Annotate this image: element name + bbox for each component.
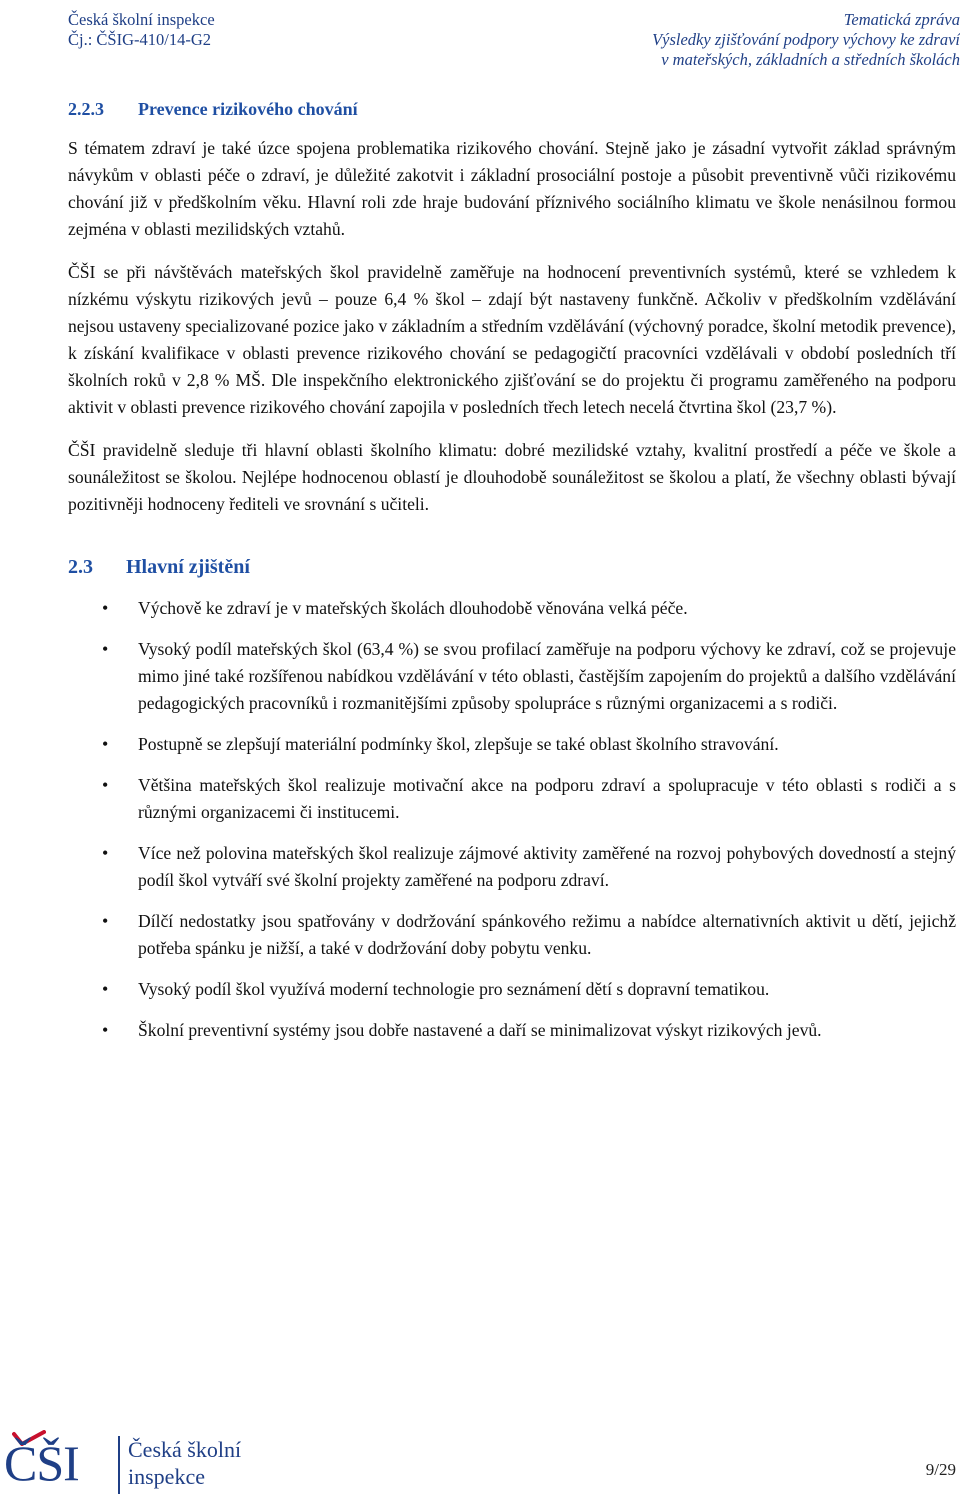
list-item-text: Dílčí nedostatky jsou spatřovány v dodržování spánkového režimu a nabídce alternativních aktivit u dětí, jejichž potřeba spánku je nižší, a také v dodržování doby pobytu venku. <box>138 911 956 958</box>
bullet-icon: • <box>102 1020 109 1040</box>
list-item-text: Více než polovina mateřských škol realizuje zájmové aktivity zaměřené na rozvoj pohybových dovedností a stejný podíl škol vytváří své školní projekty zaměřené na podporu zdraví. <box>138 843 956 890</box>
logo-text <box>128 1436 241 1490</box>
paragraph: S tématem zdraví je také úzce spojena problematika rizikového chování. Stejně jako je zásadní vytvořit základ správným návykům v oblasti péče o zdraví, je důležité zakotvit i základní prosociální postoje a působit preventivně vůči rizikovému chování již v předškolním věku. Hlavní roli zde hraje budování příznivého sociálního klimatu ve škole nenásilnou formou zejména v oblasti mezilidských vztahů. <box>68 138 956 239</box>
header-org-name: Česká školní inspekce <box>68 10 215 29</box>
header-left <box>68 10 215 50</box>
header-report-scope: v mateřských, základních a středních školách <box>661 50 960 69</box>
list-item-text: Výchově ke zdraví je v mateřských školách dlouhodobě věnována velká péče. <box>138 598 688 618</box>
list-item <box>68 595 956 622</box>
list-item <box>68 908 956 962</box>
logo-text-line2: inspekce <box>128 1464 205 1489</box>
section-223-heading <box>68 96 956 123</box>
list-item-text: Vysoký podíl škol využívá moderní technologie pro seznámení dětí s dopravní tematikou. <box>138 979 770 999</box>
list-item <box>68 772 956 826</box>
header-reference-number: Čj.: ČŠIG-410/14-G2 <box>68 30 212 49</box>
bullet-icon: • <box>102 734 109 754</box>
list-item <box>68 731 956 758</box>
document-body <box>68 90 956 1058</box>
section-223-number: 2.2.3 <box>68 99 104 119</box>
list-item-text: Vysoký podíl mateřských škol (63,4 %) se svou profilací zaměřuje na podporu výchovy ke zdraví, což se projevuje mimo jiné také rozšířenou nabídkou vzdělávání v této oblasti, častějším zapojením do projektů a dalšího vzdělávání pedagogických pracovníků i rozmanitějšími způsoby spolupráce s různými organizacemi a s rodiči. <box>138 639 956 713</box>
bullet-icon: • <box>102 639 109 659</box>
page-number: 9/29 <box>925 1460 956 1479</box>
logo-mark: ČŠI <box>4 1435 79 1491</box>
logo-text-line1: Česká školní <box>128 1437 242 1462</box>
header-report-title: Výsledky zjišťování podpory výchovy ke zdraví <box>652 30 960 49</box>
list-item <box>68 840 956 894</box>
list-item <box>68 976 956 1003</box>
bullet-icon: • <box>102 843 109 863</box>
list-item <box>68 1017 956 1044</box>
paragraph: ČŠI pravidelně sleduje tři hlavní oblasti školního klimatu: dobré mezilidské vztahy, kvalitní prostředí a péče ve škole a sounáležitost se školou. Nejlépe hodnocenou oblastí je dlouhodobě sounáležitost se školou a platí, že všechny oblasti bývají pozitivněji hodnoceny řediteli ve srovnání s učiteli. <box>68 440 956 514</box>
list-item-text: Školní preventivní systémy jsou dobře nastavené a daří se minimalizovat výskyt rizikových jevů. <box>138 1020 822 1040</box>
header-right <box>652 10 960 70</box>
bullet-icon: • <box>102 775 109 795</box>
findings-list <box>68 595 956 1044</box>
section-223-title: Prevence rizikového chování <box>138 99 358 119</box>
csi-logo <box>0 1428 270 1496</box>
bullet-icon: • <box>102 911 109 931</box>
list-item <box>68 636 956 717</box>
list-item-text: Většina mateřských škol realizuje motivační akce na podporu zdraví a spolupracuje v této oblasti s rodiči a s různými organizacemi či institucemi. <box>138 775 956 822</box>
section-23-heading <box>68 554 956 581</box>
list-item-text: Postupně se zlepšují materiální podmínky škol, zlepšuje se také oblast školního stravování. <box>138 734 779 754</box>
bullet-icon: • <box>102 598 109 618</box>
logo-divider <box>118 1436 120 1494</box>
section-23-title: Hlavní zjištění <box>126 556 250 578</box>
bullet-icon: • <box>102 979 109 999</box>
paragraph: ČŠI se při návštěvách mateřských škol pravidelně zaměřuje na hodnocení preventivních systémů, které se vzhledem k nízkému výskytu rizikových jevů – pouze 6,4 % škol – zdají být nastaveny funkčně. Ačkoliv v předškolním vzdělávání nejsou ustaveny specializované pozice jako v základním a středním vzdělávání (výchovný poradce, školní metodik prevence), k získání kvalifikace v oblasti prevence rizikového chování se pedagogičtí pracovníci vzdělávali v období posledních tří školních roků v 2,8 % MŠ. Dle inspekčního elektronického zjišťování se do projektu či programu zaměřeného na podporu aktivit v oblasti prevence rizikového chování zapojila v posledních třech letech necelá čtvrtina škol (23,7 %). <box>68 262 956 417</box>
header-report-type: Tematická zpráva <box>843 10 960 29</box>
section-23-number: 2.3 <box>68 556 93 578</box>
